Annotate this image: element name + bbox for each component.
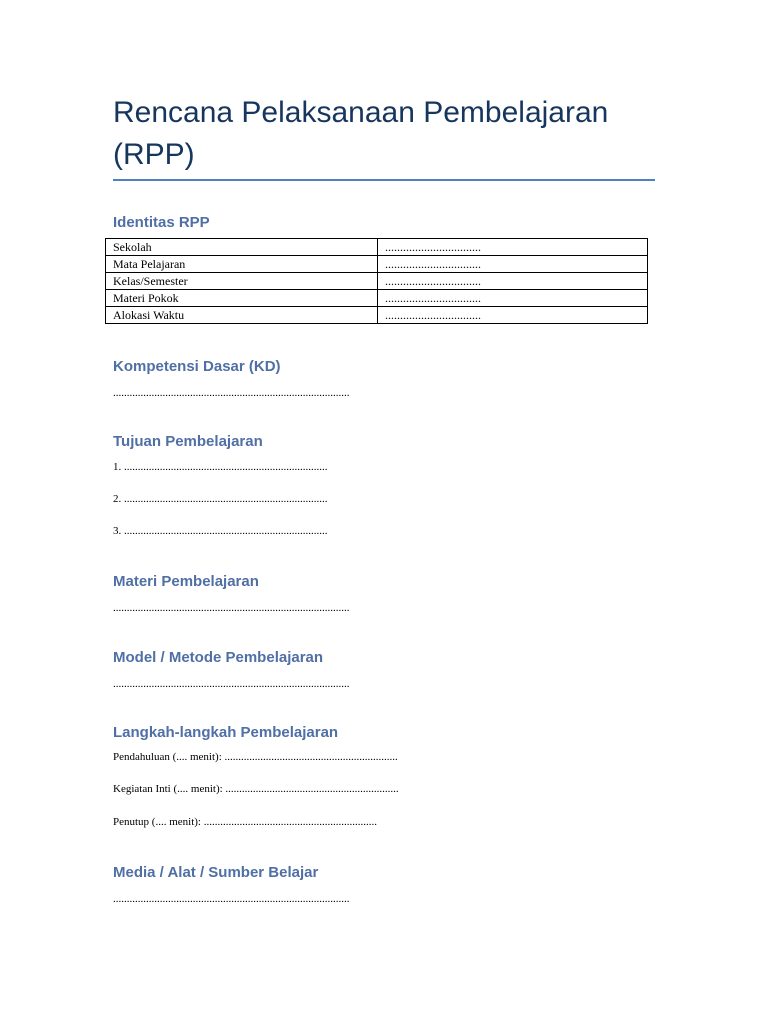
title-underline [113, 179, 655, 181]
row-value-materi-pokok: ................................ [378, 290, 648, 307]
row-value-sekolah: ................................ [378, 239, 648, 256]
table-row [106, 256, 648, 273]
row-label-sekolah: Sekolah [106, 239, 378, 256]
heading-media: Media / Alat / Sumber Belajar [113, 864, 319, 881]
materi-placeholder: ...................................................................................... [113, 602, 350, 614]
heading-langkah: Langkah-langkah Pembelajaran [113, 724, 339, 741]
row-label-alokasi-waktu: Alokasi Waktu [106, 307, 378, 324]
row-label-kelas-semester: Kelas/Semester [106, 273, 378, 290]
table-row [106, 307, 648, 324]
row-value-alokasi-waktu: ................................ [378, 307, 648, 324]
langkah-kegiatan-inti: Kegiatan Inti (.... menit): ............................................................... [113, 783, 399, 795]
document-title: Rencana Pelaksanaan Pembelajaran (RPP) [113, 96, 609, 171]
kompetensi-placeholder: ...................................................................................... [113, 387, 350, 399]
heading-kompetensi: Kompetensi Dasar (KD) [113, 358, 281, 375]
tujuan-item-2: 2. .......................................................................... [113, 493, 328, 505]
heading-model: Model / Metode Pembelajaran [113, 649, 324, 666]
table-row [106, 273, 648, 290]
table-row [106, 239, 648, 256]
row-label-materi-pokok: Materi Pokok [106, 290, 378, 307]
row-value-mata-pelajaran: ................................ [378, 256, 648, 273]
langkah-penutup: Penutup (.... menit): ............................................................... [113, 816, 377, 828]
row-label-mata-pelajaran: Mata Pelajaran [106, 256, 378, 273]
langkah-pendahuluan: Pendahuluan (.... menit): ............................................................... [113, 751, 398, 763]
table-row [106, 290, 648, 307]
model-placeholder: ...................................................................................... [113, 678, 350, 690]
heading-materi: Materi Pembelajaran [113, 573, 259, 590]
identity-table [105, 238, 648, 324]
heading-identitas: Identitas RPP [113, 214, 210, 231]
tujuan-item-3: 3. .......................................................................... [113, 525, 328, 537]
tujuan-item-1: 1. .......................................................................... [113, 461, 328, 473]
media-placeholder: ...................................................................................... [113, 893, 350, 905]
heading-tujuan: Tujuan Pembelajaran [113, 433, 263, 450]
row-value-kelas-semester: ................................ [378, 273, 648, 290]
